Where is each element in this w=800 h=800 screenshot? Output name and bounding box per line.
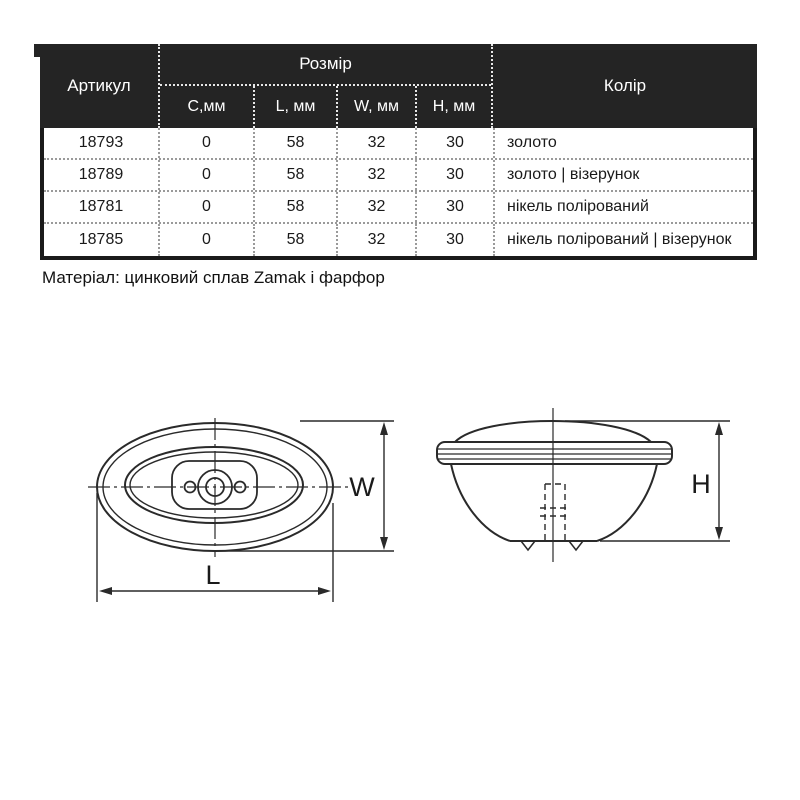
product-spec-table <box>40 44 757 260</box>
cell-size-l: 58 <box>253 128 336 158</box>
header-size-w: W, мм <box>336 86 415 128</box>
cell-article: 18793 <box>78 134 124 151</box>
header-size-group <box>158 44 493 128</box>
cell-size-l: 58 <box>253 160 336 190</box>
top-view-drawing <box>88 418 394 602</box>
header-size-title: Розмір <box>160 44 491 86</box>
cell-article: 18789 <box>78 166 124 183</box>
flare-right <box>597 464 657 541</box>
header-size-subcolumns <box>160 86 491 128</box>
table-body <box>40 128 757 260</box>
table-row <box>44 160 753 192</box>
header-article: Артикул <box>67 76 131 95</box>
left-prong <box>521 541 535 550</box>
header-color: Колір <box>603 76 647 95</box>
material-note: Матеріал: цинковий сплав Zamak і фарфор <box>42 268 385 287</box>
table-header <box>40 44 757 128</box>
cell-size-w: 32 <box>336 192 415 222</box>
flare-left <box>451 464 510 541</box>
cell-size-h: 30 <box>415 128 493 158</box>
cell-color: нікель полірований <box>493 192 753 222</box>
cell-size-c: 0 <box>158 160 253 190</box>
w-label: W <box>349 472 375 502</box>
cell-size-w: 32 <box>336 224 415 256</box>
cell-color: золото <box>493 128 753 158</box>
cell-size-c: 0 <box>158 192 253 222</box>
cell-color: нікель полірований | візерунок <box>493 224 753 256</box>
dimension-w <box>215 421 394 551</box>
cell-size-c: 0 <box>158 224 253 256</box>
side-view-drawing <box>437 408 730 562</box>
cell-size-h: 30 <box>415 160 493 190</box>
cell-size-c: 0 <box>158 128 253 158</box>
h-label: H <box>691 469 711 499</box>
header-size-c: C,мм <box>187 98 226 115</box>
header-size-l: L, мм <box>253 86 336 128</box>
right-prong <box>569 541 583 550</box>
technical-drawings <box>0 390 800 640</box>
cell-size-h: 30 <box>415 192 493 222</box>
cell-size-w: 32 <box>336 160 415 190</box>
hidden-screw-hole <box>540 484 570 541</box>
cell-article: 18785 <box>78 231 124 248</box>
header-size-h: H, мм <box>415 86 491 128</box>
cell-size-h: 30 <box>415 224 493 256</box>
table-row <box>44 192 753 224</box>
table-row <box>44 128 753 160</box>
inner-ellipse <box>125 447 303 523</box>
cell-color: золото | візерунок <box>493 160 753 190</box>
table-row <box>44 224 753 256</box>
cell-size-l: 58 <box>253 224 336 256</box>
brim <box>437 442 672 464</box>
cell-size-l: 58 <box>253 192 336 222</box>
drawings-svg <box>0 390 800 640</box>
l-label: L <box>205 560 221 590</box>
cell-article: 18781 <box>78 198 124 215</box>
cell-size-w: 32 <box>336 128 415 158</box>
